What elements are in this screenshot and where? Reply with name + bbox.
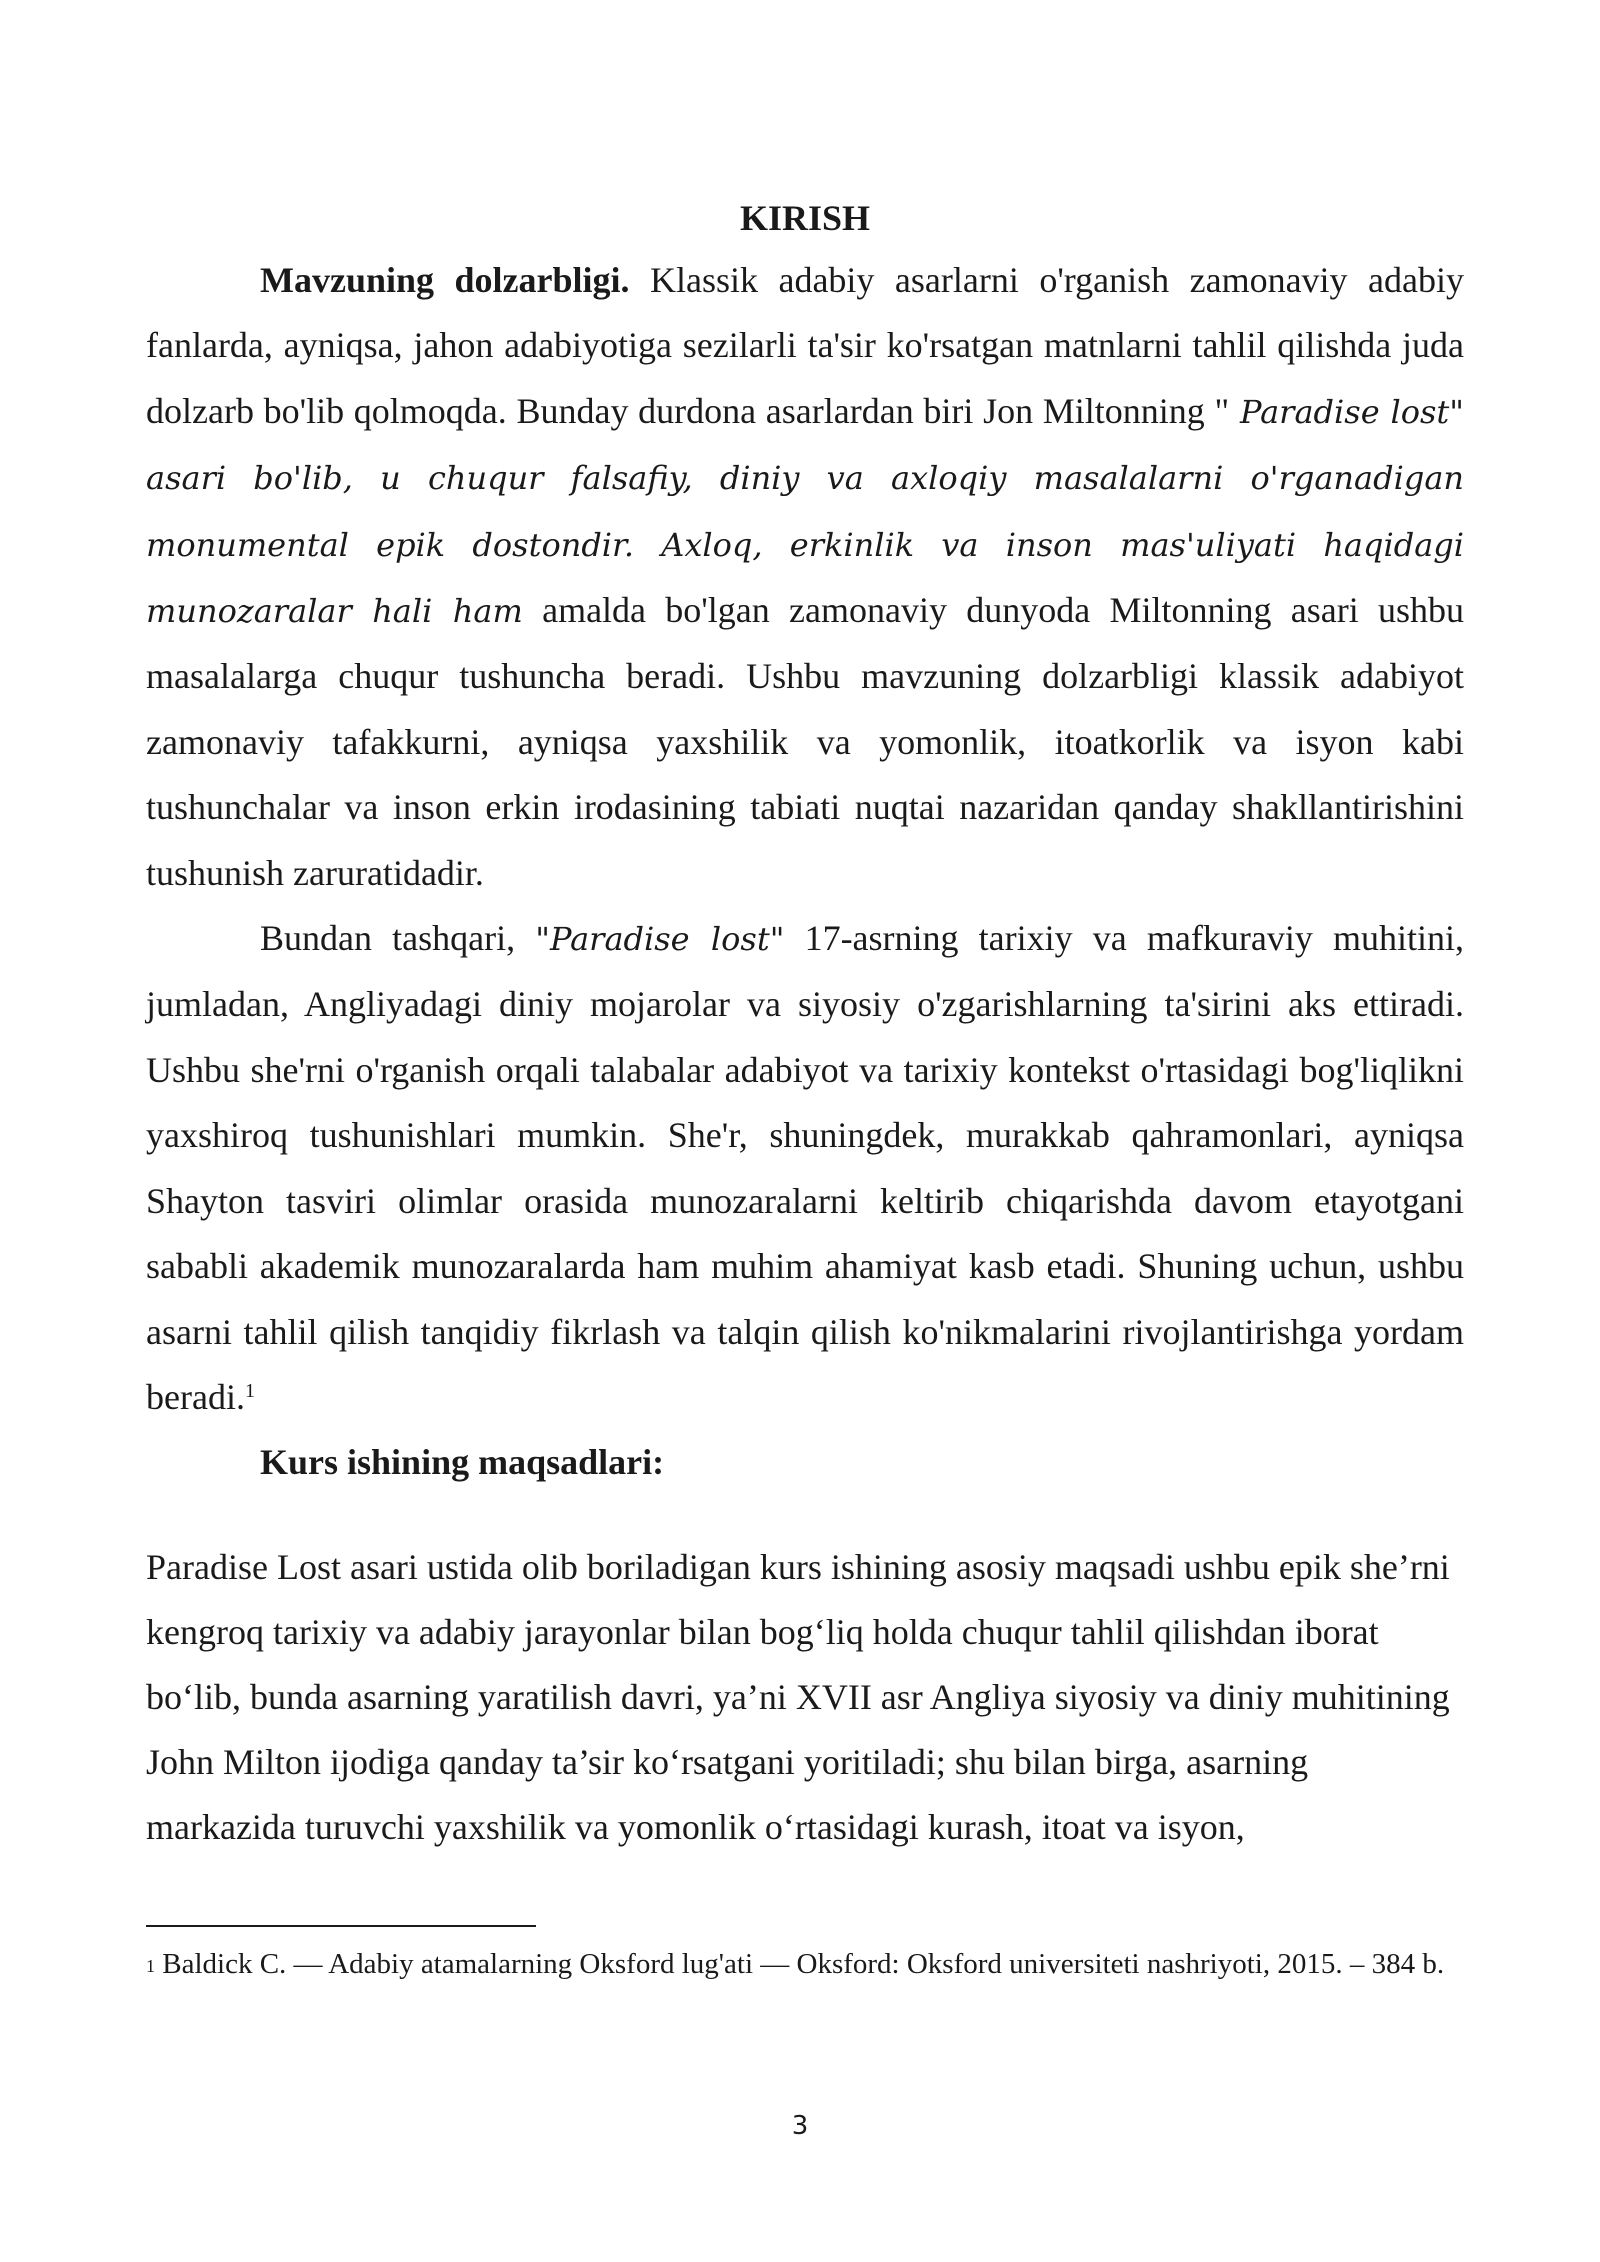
- paragraph-goals: Paradise Lost asari ustida olib boriladigan kurs ishining asosiy maqsadi ushbu epik she’rni kengroq tarixiy va adabiy jarayonlar bilan bog‘liq holda chuqur tahlil qilishdan iborat bo‘lib, bunda asarning yaratilish davri, ya’ni XVII asr Angliya siyosiy va diniy muhitining John Milton ijodiga qanday ta’sir ko‘rsatgani yoritiladi; shu bilan birga, asarning markazida turuvchi yaxshilik va yomonlik o‘rtasidagi kurash, itoat va isyon,: [146, 1547, 1450, 1848]
- footnote-reference[interactable]: 1: [244, 1379, 255, 1402]
- relevance-heading: Mavzuning dolzarbligi.: [260, 260, 630, 300]
- main-content: [146, 188, 1464, 1860]
- footnote: [146, 1938, 1464, 1990]
- page-title: KIRISH: [739, 198, 871, 238]
- footnote-mark: 1: [146, 1956, 155, 1976]
- context-text-2: 17-asrning tarixiy va mafkuraviy muhitini, jumladan, Angliyadagi diniy mojarolar va siyosiy o'zgarishlarning ta'sirini aks ettiradi. Ushbu she'rni o'rganish orqali talabalar adabiyot va tarixiy kontekst o'rtasidagi bog'liqlikni yaxshiroq tushunishlari mumkin. She'r, shuningdek, murakkab qahramonlari, ayniqsa Shayton tasviri olimlar orasida munozaralarni keltirib chiqarishda davom etayotgani sababli akademik munozaralarda ham muhim ahamiyat kasb etadi. Shuning uchun, ushbu asarni tahlil qilish tanqidiy fikrlash va talqin qilish ko'nikmalarini rivojlantirishga yordam beradi.: [146, 918, 1465, 1417]
- relevance-italic: Paradise lost" asari bo'lib, u chuqur falsafiy, diniy va axloqiy masalalarni o'rganadigan monumental epik dostondir. Axloq, erkinlik va inson mas'uliyati haqidagi munozaralar hali ham: [146, 392, 1464, 631]
- relevance-text-2: amalda bo'lgan zamonaviy dunyoda Miltonning asari ushbu masalalarga chuqur tushuncha beradi. Ushbu mavzuning dolzarbligi klassik adabiyot zamonaviy tafakkurni, ayniqsa yaxshilik va yomonlik, itoatkorlik va isyon kabi tushunchalar va inson erkin irodasining tabiati nuqtai nazaridan qanday shakllantirishini tushunish zaruratidadir.: [146, 590, 1465, 893]
- context-italic-title: "Paradise lost": [535, 920, 785, 959]
- page-number: 3: [791, 2111, 809, 2141]
- paragraph-context: [146, 906, 1464, 1430]
- footnote-text: Baldick C. — Adabiy atamalarning Oksford lug'ati — Oksford: Oksford universiteti nashriyoti, 2015. – 384 b.: [155, 1948, 1445, 1980]
- context-text-1: Bundan tashqari,: [260, 918, 536, 959]
- footnote-divider: [146, 1925, 536, 1927]
- goals-heading: Kurs ishining maqsadlari:: [260, 1442, 665, 1483]
- paragraph-relevance: [146, 248, 1464, 906]
- relevance-text-1: Klassik adabiy asarlarni o'rganish zamonaviy adabiy fanlarda, ayniqsa, jahon adabiyotiga sezilarli ta'sir ko'rsatgan matnlarni tahlil qilishda juda dolzarb bo'lib qolmoqda. Bunday durdona asarlardan biri Jon Miltonning ": [146, 260, 1464, 431]
